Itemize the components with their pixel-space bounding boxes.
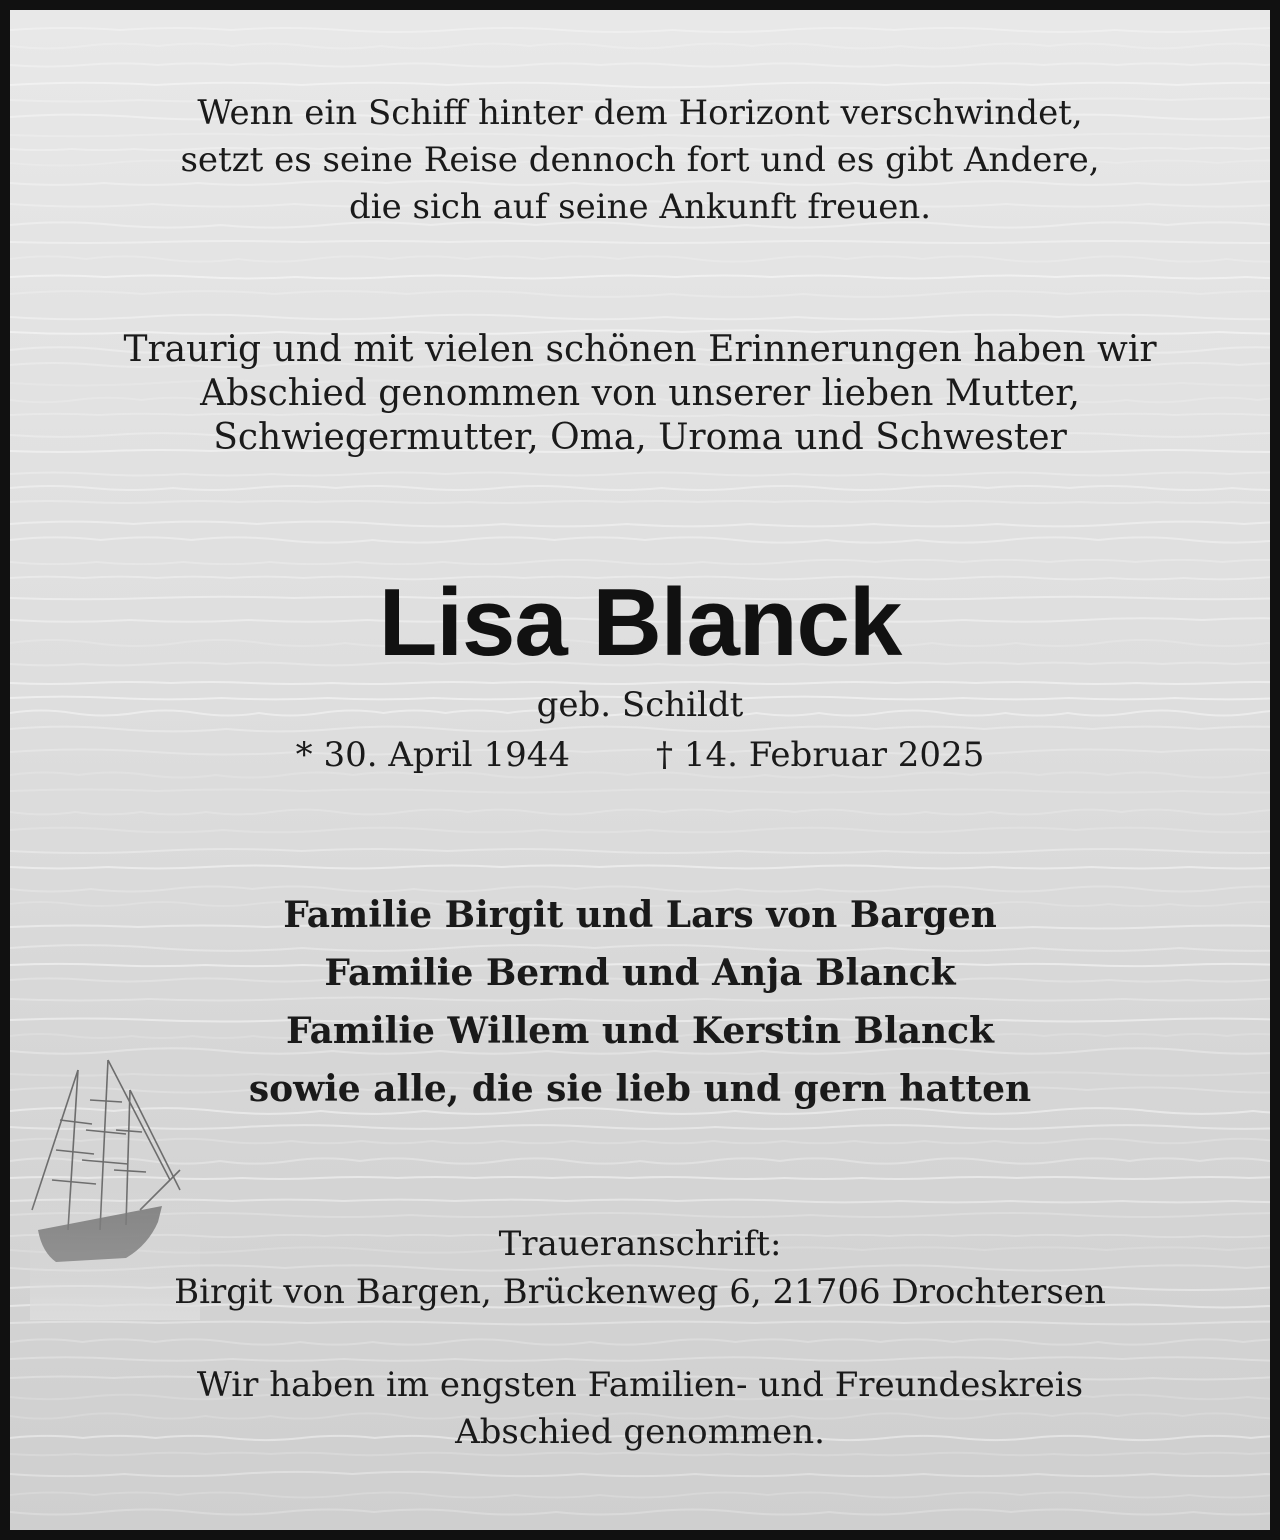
wave-line [10,849,1270,853]
wave-line [10,256,1270,261]
mourning-address [10,1220,1270,1316]
wave-line [10,1509,1270,1514]
wave-line [10,866,1270,869]
address-label: Traueranschrift: [498,1224,782,1264]
wave-line [10,28,1270,32]
wave-line [10,83,1270,88]
poem-line: Wenn ein Schiff hinter dem Horizont verschwindet, [197,93,1083,133]
wave-line [10,501,1270,503]
birth-name: geb. Schildt [536,685,744,725]
poem-verse [10,90,1270,231]
address-value: Birgit von Bargen, Brückenweg 6, 21706 Drochtersen [174,1272,1106,1312]
wave-line [10,473,1270,476]
closing-line: Wir haben im engsten Familien- und Freundeskreis [196,1365,1084,1405]
death-date: † 14. Februar 2025 [656,735,985,775]
closing-line: Abschied genommen. [455,1412,825,1452]
wave-line [10,315,1270,319]
wave-line [10,1472,1270,1476]
wave-line [10,522,1270,527]
wave-line [10,63,1270,66]
life-dates [10,732,1270,778]
wave-line [10,486,1270,490]
intro-line: Traurig und mit vielen schönen Erinnerungen haben wir [123,329,1157,370]
intro-line: Schwiegermutter, Oma, Uroma und Schwester [213,417,1067,458]
wave-line [10,810,1270,815]
mourner-line: Familie Willem und Kerstin Blanck [286,1010,994,1052]
mourner-line: Familie Bernd und Anja Blanck [324,952,956,994]
poem-line: die sich auf seine Ankunft freuen. [348,187,932,227]
wave-line [10,44,1270,49]
wave-line [10,241,1270,243]
closing-note [10,1362,1270,1456]
intro-text [10,328,1270,460]
deceased-name: Lisa Blanck [378,569,902,676]
wave-line [10,828,1270,833]
mourner-line: sowie alle, die sie lieb und gern hatten [248,1068,1032,1110]
wave-line [10,276,1270,279]
wave-line [10,537,1270,542]
wave-line [10,1339,1270,1344]
mourner-line: Familie Birgit und Lars von Bargen [283,894,997,936]
birth-date: * 30. April 1944 [295,735,571,775]
poem-line: setzt es seine Reise dennoch fort und es gibt Andere, [180,140,1100,180]
intro-line: Abschied genommen von unserer lieben Mutter, [200,373,1080,414]
wave-line [10,789,1270,792]
wave-line [10,1493,1270,1498]
wave-line [10,291,1270,297]
wave-line [10,1357,1270,1361]
mourners-list [10,886,1270,1118]
wave-line [10,1322,1270,1325]
